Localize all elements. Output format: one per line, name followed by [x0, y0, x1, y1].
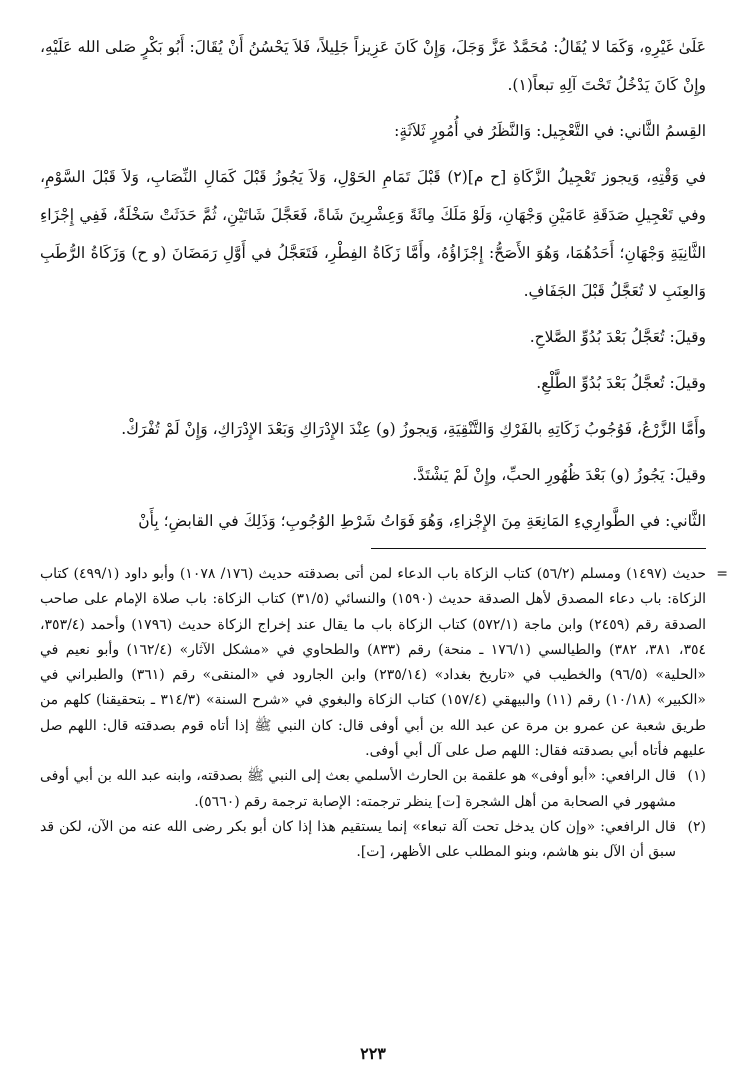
paragraph-crops: وأَمَّا الزَّرْعُ، فَوُجُوبُ زَكَاتِهِ بالفَرْكِ وَالتَّنْقِيَةِ، وَيجوزُ (و) عِنْدَ الإِدْرَاكِ وَبَعْدَ الإِدْرَاكِ، وَإِنْ لَمْ تُفْرَكْ.: [121, 420, 706, 438]
main-text: [40, 28, 706, 540]
paragraph-intro: عَلَىٰ غَيْرِهِ، وَكَمَا لا يُقَالُ: مُحَمَّدٌ عَزَّ وَجَلَ، وَإِنْ كَانَ عَزِيزاً جَلِيلاً، فَلاَ يَحْسُنُ أَنْ يُقَالَ: أَبُو بَكْرٍ صَلى الله عَلَيْهِ، وإِنْ كَانَ يَدْخُلُ تَحْتَ آلِهِ تبعاً(١).: [40, 38, 706, 94]
footnote-divider: [371, 548, 706, 549]
footnote-1: [40, 764, 706, 815]
paragraph-second: الثَّاني: في الطَّوارِيءِ المَانِعَةِ مِنَ الإِجْزاءِ، وَهُوَ فَوَاتُ شَرْطِ الوُجُوبِ؛ وَذَلِكَ في القابضِ؛ بِأَنْ: [138, 512, 706, 530]
paragraph-timing: في وَقْتِهِ، وَيجوز تَعْجِيلُ الزَّكَاةِ [ح م](٢) قَبْلَ تَمَامِ الحَوْلِ، وَلاَ يَجُوزُ قَبْلَ كَمَالِ النِّصَابِ، وَلاَ قَبْلَ السَّوْمِ، وفي تَعْجِيلِ صَدَقَةِ عَامَيْنِ وَجْهَانِ، وَلَوْ مَلَكَ مِائَةً وَعِشْرِينَ شَاةً، فَعَجَّلَ شَاتَيْنِ، ثُمَّ حَدَثَتْ سَخْلَةٌ، فَفِي إِجْزَاءِ الثَّانِيَةِ وَجْهَانِ؛ أَحَدُهُمَا، وَهُوَ الأَصَحُّ: إِجْزَاؤُهُ، وأَمَّا زَكَاةُ الفِطْرِ، فَتَعَجَّلُ في أَوَّلِ رَمَضَانَ (و ح) وَزَكَاةُ الرُّطَبِ وَالعِنَبِ لا تُعَجَّلُ قَبْلَ الجَفَافِ.: [40, 168, 706, 300]
footnote-number: (٢): [687, 818, 706, 835]
page-number: ٢٢٣: [360, 1044, 386, 1063]
footnote-number: (١): [687, 768, 706, 785]
footnote-continued: [40, 562, 728, 764]
footnote-2: [40, 815, 706, 866]
continuation-marker: =: [716, 566, 728, 582]
footnote-continued-text: حديث (١٤٩٧) ومسلم (٥٦/٢) كتاب الزكاة باب الدعاء لمن أتى بصدقته حديث (١٧٦/ ١٠٧٨) وأبو داود (٤٩٩/١) كتاب الزكاة: باب دعاء المصدق لأهل الصدقة حديث (١٥٩٠) والنسائي (٣١/٥) كتاب الزكاة: باب صلاة الإمام على صاحب الصدقة رقم (٢٤٥٩) وابن ماجة (٥٧٢/١) كتاب الزكاة باب ما يقال عند إخراج الزكاة حديث (١٧٩٦) وأحمد (٣٥٣/٤، ٣٥٤، ٣٨١، ٣٨٢) والطيالسي (١٧٦/١ ـ منحة) رقم (٨٣٣) والطحاوي في «مشكل الآثار» (١٦٢/٤) وأبو نعيم في «الحلية» (٩٦/٥) والخطيب في «تاريخ بغداد» (٢٣٥/١٤) وابن الجارود في «المنقى» رقم (٣٦١) والطبراني في «الكبير» (١٠/١٨) رقم (١١) والبيهقي (١٥٧/٤) كتاب الزكاة والبغوي في «شرح السنة» (٣١٤/٣ ـ بتحقيقنا) كلهم من طريق شعبة عن عمرو بن مرة عن عبد الله بن أبي أوفى قال: كان النبي ﷺ إذا أتاه قوم بصدقته قال: اللهم صل عليهم فأتاه أبي بصدقته فقال: اللهم صل على آل أبي أوفى.: [40, 566, 707, 760]
footnote-text: قال الرافعي: «أبو أوفى» هو علقمة بن الحارث الأسلمي بعث إلى النبي ﷺ بصدقته، وابنه عبد الله بن أبي أوفى مشهور في الصحابة من أهل الشجرة [ت] ينظر ترجمته: الإصابة ترجمة رقم (٥٦٦٠).: [40, 768, 676, 810]
footnote-text: قال الرافعي: «وإن كان يدخل تحت آلة تبعاء» إنما يستقيم هذا إذا كان أبو بكر رضى الله عنه من الآن، لكن قد سبق أن الآل بنو هاشم، وبنو المطلب على الأظهر، [ت].: [40, 818, 676, 861]
paragraph-opinion-1: وقيلَ: تُعَجَّلُ بَعْدَ بُدُوِّ الصَّلاحِ.: [529, 328, 706, 346]
paragraph-opinion-2: وقيلَ: تُعجَّلُ بَعْدَ بُدُوِّ الطَّلْعِ.: [536, 374, 706, 392]
footnotes: [40, 562, 728, 866]
section-heading: القِسمُ الثَّاني: في التَّعْجِيل: وَالنَّظَرُ في أُمُورٍ ثَلاَثَةٍ:: [394, 122, 706, 140]
footnote-divider-area: [40, 540, 706, 562]
paragraph-opinion-3: وقيلَ: يَجُوزُ (و) بَعْدَ ظُهُورِ الحبِّ، وإِنْ لَمْ يَشْتَدَّ.: [412, 466, 706, 484]
